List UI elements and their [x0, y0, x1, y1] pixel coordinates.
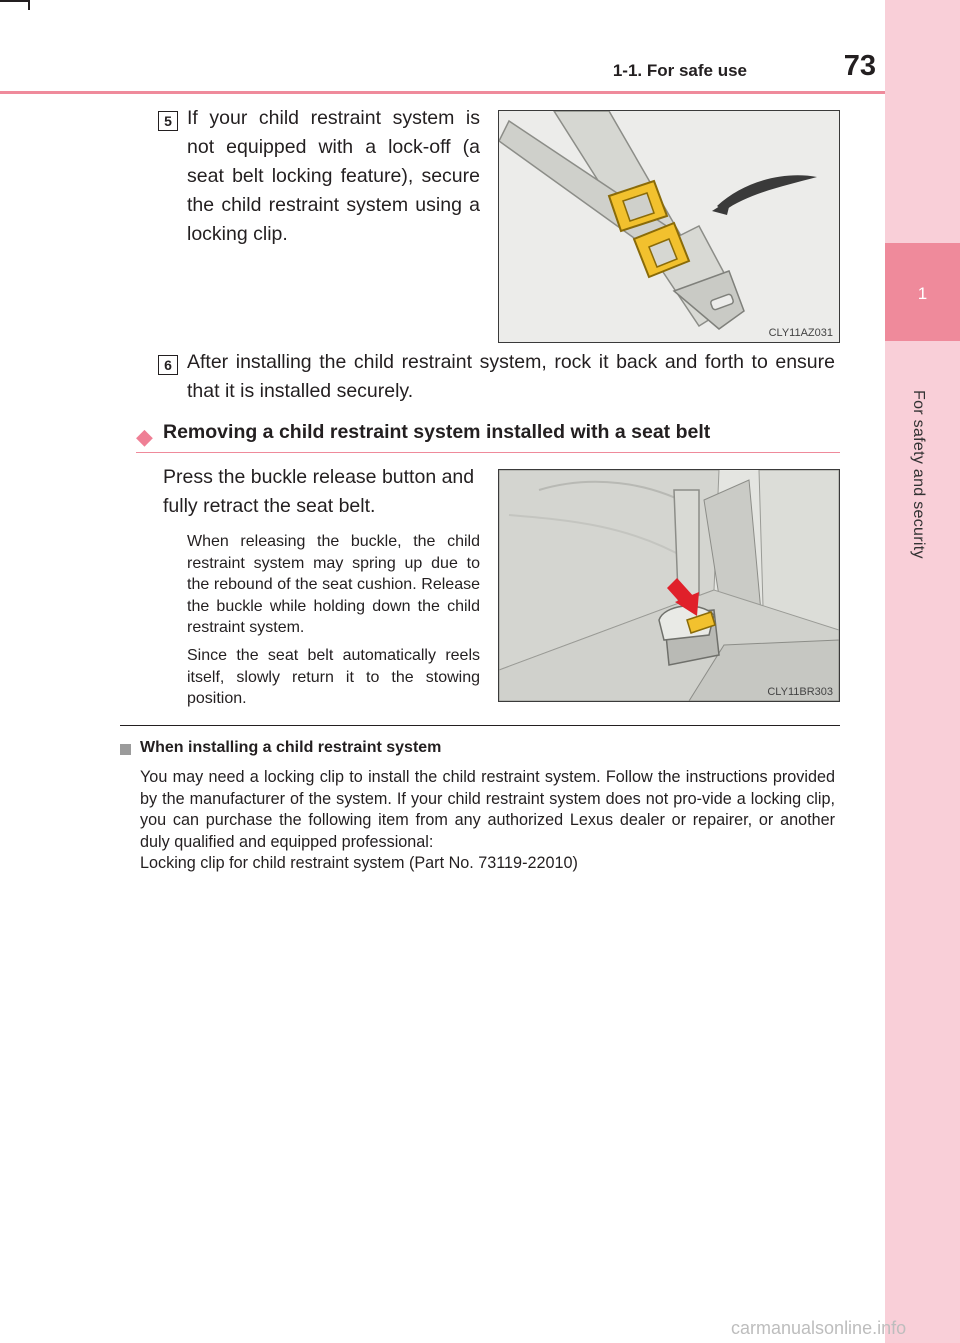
removing-note-2: Since the seat belt automatically reels itself, slowly return it to the stowing position. — [187, 647, 480, 707]
locking-clip-illustration — [499, 111, 839, 342]
removing-heading: Removing a child restraint system installed with a seat belt — [163, 421, 711, 443]
buckle-release-illustration — [499, 470, 839, 701]
note-part-line: Locking clip for child restraint system (Part No. 73119-22010) — [140, 854, 578, 872]
chapter-label: For safety and security — [910, 390, 927, 559]
step-number-6: 6 — [158, 355, 178, 375]
header-rule — [0, 91, 885, 94]
removing-note-1: When releasing the buckle, the child restraint system may spring up due to the rebound of the seat cushion. Release the buckle while holding down the child restraint system. — [187, 533, 480, 636]
crop-mark-top-left — [0, 0, 28, 2]
step-5-text: If your child restraint system is not equipped with a lock-off (a seat belt locking feature), secure the child restraint system using a locking clip. — [187, 107, 480, 245]
note-heading: When installing a child restraint system — [140, 739, 442, 756]
step-number-5: 5 — [158, 111, 178, 131]
note-square-icon — [120, 744, 131, 755]
page-number: 73 — [843, 50, 876, 82]
note-body-text: You may need a locking clip to install the child restraint system. Follow the instructions provided by the manufacturer of the system. If your child restraint system does not pro-vide a locking clip, you can purchase the following item from any authorized Lexus dealer or repairer, or another duly qualified and equipped professional: — [140, 768, 835, 851]
chapter-number: 1 — [917, 284, 928, 303]
note-body — [140, 767, 835, 875]
buckle-release-figure — [498, 469, 840, 702]
figure-code: CLY11BR303 — [767, 686, 833, 698]
removing-instruction: Press the buckle release button and fully retract the seat belt. — [163, 466, 475, 517]
side-tab — [885, 0, 960, 1343]
crop-mark-top-left-v — [28, 0, 30, 10]
watermark: carmanualsonline.info — [731, 1318, 907, 1338]
locking-clip-figure — [498, 110, 840, 343]
diamond-bullet-icon: ◆ — [136, 424, 153, 449]
sub-heading-rule — [136, 452, 840, 453]
note-divider — [120, 725, 840, 726]
step-6-text: After installing the child restraint system, rock it back and forth to ensure that it is installed securely. — [187, 351, 835, 402]
section-title: 1-1. For safe use — [612, 61, 747, 80]
figure-code: CLY11AZ031 — [768, 327, 833, 339]
